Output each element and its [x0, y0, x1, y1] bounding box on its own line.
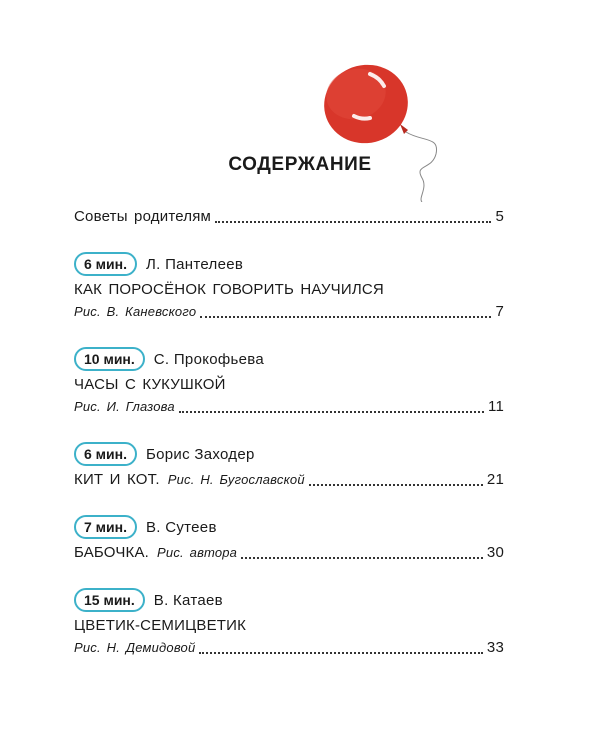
page-number: 11	[488, 398, 504, 415]
page-number: 7	[495, 303, 504, 320]
toc-entry[interactable]	[74, 346, 504, 415]
illustrator-credit: Рис. Н. Демидовой	[74, 640, 196, 655]
toc-entry[interactable]	[74, 441, 504, 488]
author-name: С. Прокофьева	[153, 350, 265, 368]
reading-time-badge: 10 мин.	[74, 347, 145, 371]
reading-time-badge: 7 мин.	[74, 515, 137, 539]
toc-intro-row[interactable]	[74, 208, 504, 225]
story-title: ЧАСЫ С КУКУШКОЙ	[74, 376, 226, 393]
toc-entry[interactable]	[74, 251, 504, 320]
page-number: 30	[486, 544, 504, 561]
reading-time-badge: 6 мин.	[74, 442, 137, 466]
illustrator-credit: Рис. Н. Бугославской	[167, 472, 305, 487]
author-name: Л. Пантелеев	[145, 255, 244, 273]
toc-entry[interactable]	[74, 587, 504, 656]
reading-time-badge: 6 мин.	[74, 252, 137, 276]
red-balloon-illustration	[318, 52, 458, 202]
story-row	[74, 471, 504, 488]
story-title-row	[74, 281, 504, 298]
story-title: ЦВЕТИК-СЕМИЦВЕТИК	[74, 617, 247, 634]
story-title-row	[74, 376, 504, 393]
dot-leader	[200, 316, 491, 318]
table-of-contents	[74, 208, 504, 656]
dot-leader	[215, 221, 491, 223]
story-title: КАК ПОРОСЁНОК ГОВОРИТЬ НАУЧИЛСЯ	[74, 281, 384, 298]
dot-leader	[241, 557, 483, 559]
author-name: В. Сутеев	[145, 518, 217, 536]
story-title: БАБОЧКА.	[74, 544, 150, 561]
intro-label: Советы родителям	[74, 208, 212, 225]
illustrator-credit: Рис. В. Каневского	[74, 304, 197, 319]
illustrator-credit: Рис. автора	[157, 545, 238, 560]
dot-leader	[179, 411, 484, 413]
illustrator-credit: Рис. И. Глазова	[74, 399, 175, 414]
story-title-row	[74, 617, 504, 634]
reading-time-badge: 15 мин.	[74, 588, 145, 612]
page-number: 33	[486, 639, 504, 656]
toc-entry[interactable]	[74, 514, 504, 561]
author-name: Борис Заходер	[145, 445, 255, 463]
author-name: В. Катаев	[153, 591, 223, 609]
illustrator-row	[74, 639, 504, 656]
illustrator-row	[74, 303, 504, 320]
illustrator-row	[74, 398, 504, 415]
dot-leader	[199, 652, 483, 654]
page-number: 21	[486, 471, 504, 488]
page-number: 5	[495, 208, 504, 225]
story-row	[74, 544, 504, 561]
dot-leader	[309, 484, 483, 486]
page-title: СОДЕРЖАНИЕ	[228, 154, 372, 175]
story-title: КИТ И КОТ.	[74, 471, 160, 488]
